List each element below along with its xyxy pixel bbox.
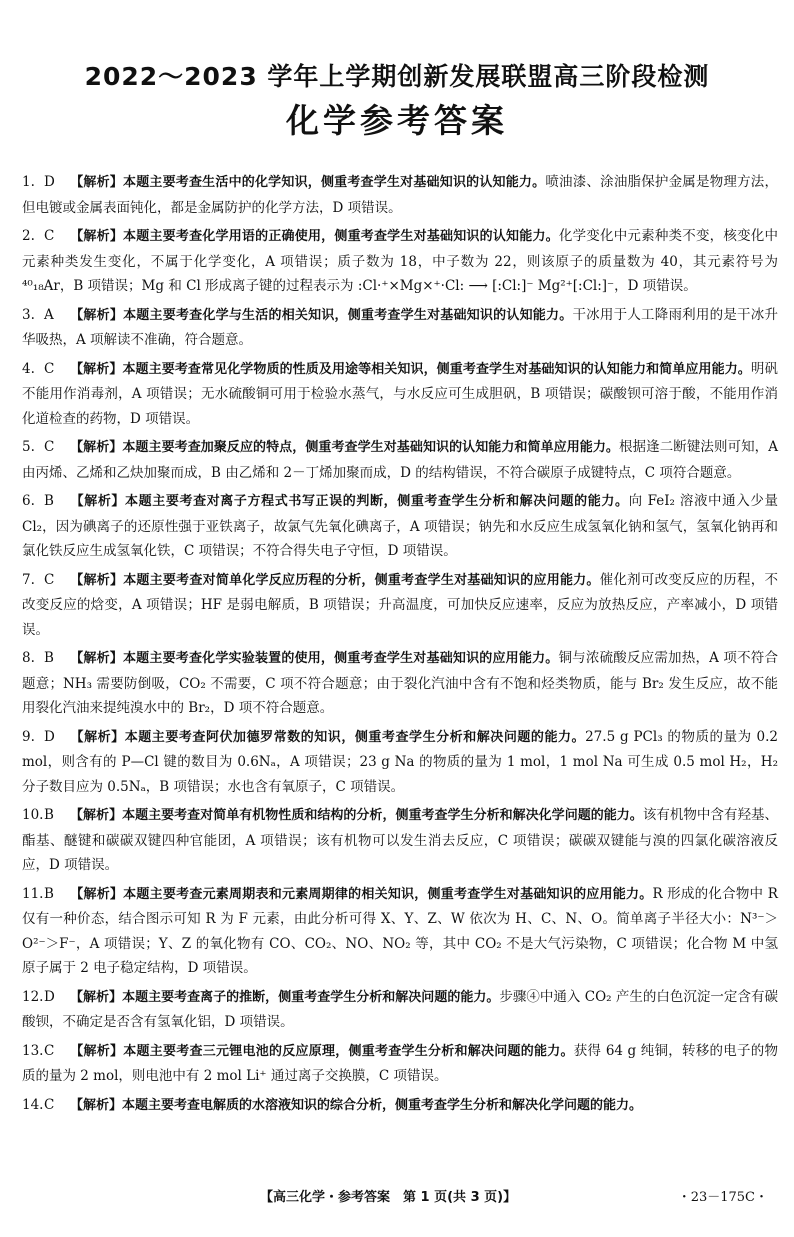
answer-item bbox=[22, 882, 778, 981]
answer-choice: C bbox=[44, 439, 55, 455]
question-number: 11. bbox=[22, 885, 44, 902]
question-number: 2. bbox=[22, 228, 35, 244]
analysis-lead: 本题主要考查电解质的水溶液知识的综合分析，侧重考查学生分析和解决化学问题的能力。 bbox=[122, 1097, 643, 1113]
analysis-tag: 【解析】 bbox=[70, 572, 124, 588]
answer-item bbox=[22, 1039, 778, 1089]
analysis-lead: 本题主要考查元素周期表和元素周期律的相关知识，侧重考查学生对基础知识的应用能力。 bbox=[123, 886, 653, 902]
answer-item bbox=[22, 646, 778, 721]
analysis-body: 铜与浓硫酸反应需加热，A 项不符合题意；NH₃ 需要防倒吸，CO₂ 不需要，C 项不符合题意；由于裂化汽油中含有不饱和烃类物质，能与 Br₂ 发生反应，故不能用裂化汽油来提纯溴水中的 Br₂，D 项不符合题意。 bbox=[22, 650, 778, 716]
analysis-body: 干冰用于人工降雨利用的是干冰升华吸热，A 项解读不准确，符合题意。 bbox=[22, 306, 778, 348]
analysis-lead: 本题主要考查加聚反应的特点，侧重考查学生对基础知识的认知能力和简单应用能力。 bbox=[122, 440, 619, 455]
question-number: 10. bbox=[22, 807, 44, 823]
analysis-body: 明矾不能用作消毒剂，A 项错误；无水硫酸铜可用于检验水蒸气，与水反应可生成胆矾，B 项错误；碳酸钡可溶于酸，不能用作消化道检查的药物，D 项错误。 bbox=[22, 360, 778, 427]
exam-title: 2022～2023 学年上学期创新发展联盟高三阶段检测 bbox=[84, 62, 710, 91]
analysis-body: 根据逢二断键法则可知，A 由丙烯、乙烯和乙炔加聚而成，B 由乙烯和 2－丁烯加聚而成，D 的结构错误，不符合碳原子成键特点，C 项符合题意。 bbox=[22, 439, 778, 481]
question-number: 6. bbox=[22, 493, 35, 509]
question-number: 14. bbox=[22, 1096, 44, 1113]
analysis-tag: 【解析】 bbox=[70, 808, 123, 823]
question-number: 12. bbox=[22, 988, 44, 1005]
analysis-lead: 本题主要考查化学用语的正确使用，侧重考查学生对基础知识的认知能力。 bbox=[123, 229, 559, 244]
analysis-lead: 本题主要考查对离子方程式书写正误的判断，侧重考查学生分析和解决问题的能力。 bbox=[125, 494, 629, 509]
answer-choice: C bbox=[44, 1042, 55, 1059]
analysis-body: 喷油漆、涂油脂保护金属是物理方法，但电镀或金属表面钝化，都是金属防护的化学方法，D 项错误。 bbox=[22, 174, 778, 216]
question-number: 3. bbox=[22, 306, 35, 323]
answer-item bbox=[22, 568, 778, 643]
analysis-tag: 【解析】 bbox=[70, 307, 124, 323]
analysis-body: 步骤④中通入 CO₂ 产生的白色沉淀一定含有碳酸钡，不确定是否含有氢氧化铝，D 项错误。 bbox=[22, 988, 778, 1030]
answer-choice: C bbox=[44, 571, 55, 588]
analysis-tag: 【解析】 bbox=[70, 1097, 123, 1113]
analysis-lead: 本题主要考查对简单有机物性质和结构的分析，侧重考查学生分析和解决化学问题的能力。 bbox=[122, 808, 643, 823]
analysis-body: 化学变化中元素种类不变，核变化中元素种类发生变化，不属于化学变化，A 项错误；质子数为 18，中子数为 22，则该原子的质量数为 40，其元素符号为⁴⁰₁₈Ar，B 项错误；Mg 和 Cl 形成离子键的过程表示为 :Cl·⁺×Mg×⁺·Cl: ⟶ [:Cl:]⁻ Mg²⁺[:Cl:]⁻，D 项错误。 bbox=[22, 228, 778, 294]
page-footer bbox=[0, 1180, 794, 1208]
analysis-tag: 【解析】 bbox=[70, 229, 124, 244]
footer-doc-code: ・23－175C・ bbox=[677, 1190, 768, 1205]
analysis-tag: 【解析】 bbox=[70, 651, 123, 666]
answer-choice: B bbox=[44, 650, 54, 666]
answer-item bbox=[22, 985, 778, 1035]
answer-choice: C bbox=[44, 1096, 55, 1113]
answer-item bbox=[22, 489, 778, 564]
answer-choice: B bbox=[44, 807, 54, 823]
analysis-tag: 【解析】 bbox=[70, 989, 123, 1005]
answer-choice: D bbox=[44, 174, 55, 190]
analysis-lead: 本题主要考查化学实验装置的使用，侧重考查学生对基础知识的应用能力。 bbox=[122, 651, 559, 666]
answer-list bbox=[22, 170, 778, 1122]
analysis-tag: 【解析】 bbox=[70, 886, 124, 902]
answer-choice: B bbox=[44, 885, 54, 902]
analysis-body: 该有机物中含有羟基、酯基、醚键和碳碳双键四种官能团，A 项错误；该有机物可以发生消去反应，C 项错误；碳碳双键能与溴的四氯化碳溶液反应，D 项错误。 bbox=[22, 807, 778, 873]
analysis-lead: 本题主要考查阿伏加德罗常数的知识，侧重考查学生分析和解决问题的能力。 bbox=[124, 729, 586, 745]
analysis-body: 催化剂可改变反应的历程，不改变反应的焓变，A 项错误；HF 是弱电解质，B 项错误；升高温度，可加快反应速率，反应为放热反应，产率减小，D 项错误。 bbox=[22, 571, 778, 638]
answer-item bbox=[22, 224, 778, 299]
analysis-body: 获得 64 g 纯铜，转移的电子的物质的量为 2 mol，则电池中有 2 mol Li⁺ 通过离子交换膜，C 项错误。 bbox=[22, 1042, 778, 1084]
answer-key-title: 化学参考答案 bbox=[286, 101, 508, 140]
analysis-tag: 【解析】 bbox=[70, 1043, 124, 1059]
analysis-body: R 形成的化合物中 R 仅有一种价态，结合图示可知 R 为 F 元素，由此分析可得 X、Y、Z、W 依次为 H、C、N、O。简单离子半径大小：N³⁻＞O²⁻＞F⁻，A 项错误；Y、Z 的氧化物有 CO、CO₂、NO、NO₂ 等，其中 CO₂ 不是大气污染物，C 项错误；化合物 M 中氢原子属于 2 电子稳定结构，D 项错误。 bbox=[22, 885, 778, 976]
answer-choice: D bbox=[44, 728, 55, 745]
analysis-lead: 本题主要考查离子的推断，侧重考查学生分析和解决问题的能力。 bbox=[122, 989, 500, 1005]
answer-item bbox=[22, 725, 778, 800]
analysis-lead: 本题主要考查三元锂电池的反应原理，侧重考查学生分析和解决问题的能力。 bbox=[123, 1043, 574, 1059]
analysis-lead: 本题主要考查对简单化学反应历程的分析，侧重考查学生对基础知识的应用能力。 bbox=[123, 572, 600, 588]
analysis-tag: 【解析】 bbox=[70, 361, 123, 377]
answer-item bbox=[22, 435, 778, 485]
analysis-tag: 【解析】 bbox=[70, 440, 123, 455]
analysis-body: 向 FeI₂ 溶液中通入少量 Cl₂，因为碘离子的还原性强于亚铁离子，故氯气先氧化碘离子，A 项错误；钠先和水反应生成氢氧化钠和氢气，氢氧化钠再和氯化铁反应生成氢氧化铁，C 项错误；不符合得失电子守恒，D 项错误。 bbox=[22, 493, 778, 559]
question-number: 9. bbox=[22, 728, 35, 745]
footer-page-info: 【高三化学・参考答案 第 1 页(共 3 页)】 bbox=[260, 1190, 517, 1205]
answer-item bbox=[22, 803, 778, 878]
answer-item bbox=[22, 303, 778, 353]
answer-choice: B bbox=[44, 493, 54, 509]
page-header bbox=[0, 60, 794, 144]
question-number: 1. bbox=[22, 174, 35, 190]
question-number: 8. bbox=[22, 650, 35, 666]
question-number: 5. bbox=[22, 439, 35, 455]
answer-choice: C bbox=[44, 360, 55, 377]
answer-choice: C bbox=[44, 228, 55, 244]
analysis-lead: 本题主要考查生活中的化学知识，侧重考查学生对基础知识的认知能力。 bbox=[123, 175, 546, 190]
answer-item bbox=[22, 1093, 778, 1119]
answer-item bbox=[22, 170, 778, 220]
analysis-tag: 【解析】 bbox=[70, 175, 123, 190]
question-number: 7. bbox=[22, 571, 35, 588]
question-number: 13. bbox=[22, 1042, 44, 1059]
answer-choice: A bbox=[44, 306, 54, 323]
analysis-body: 27.5 g PCl₃ 的物质的量为 0.2 mol，则含有的 P—Cl 键的数目为 0.6Nₐ，A 项错误；23 g Na 的物质的量为 1 mol，1 mol Na 可生成 0.5 mol H₂，H₂ 分子数目应为 0.5Nₐ，B 项错误；水也含有氧原子，C 项错误。 bbox=[22, 728, 778, 795]
answer-choice: D bbox=[44, 988, 55, 1005]
analysis-lead: 本题主要考查化学与生活的相关知识，侧重考查学生对基础知识的认知能力。 bbox=[123, 307, 573, 323]
question-number: 4. bbox=[22, 360, 35, 377]
analysis-lead: 本题主要考查常见化学物质的性质及用途等相关知识，侧重考查学生对基础知识的认知能力和简单应用能力。 bbox=[122, 361, 751, 377]
analysis-tag: 【解析】 bbox=[70, 729, 125, 745]
analysis-tag: 【解析】 bbox=[70, 494, 126, 509]
answer-item bbox=[22, 357, 778, 432]
